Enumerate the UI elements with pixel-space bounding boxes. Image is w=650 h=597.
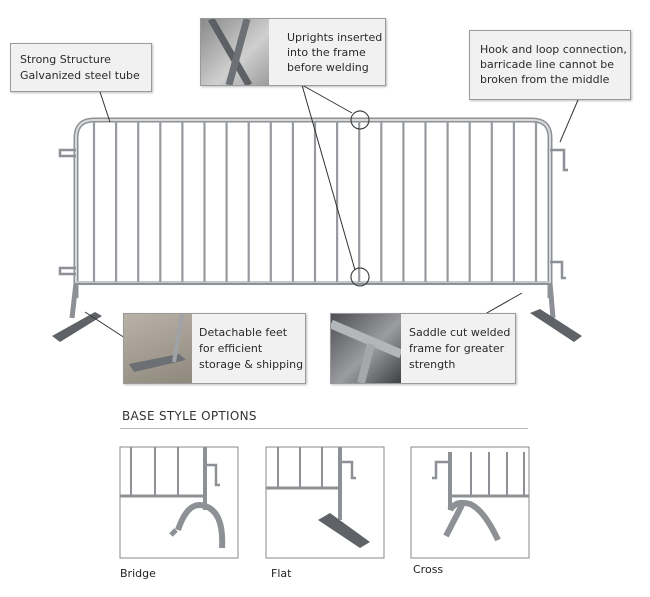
callout-saddle-cut-line1: Saddle cut welded (409, 326, 511, 339)
callout-hook-loop-line2: barricade line cannot be (480, 58, 615, 71)
callout-detachable-feet-line2: for efficient (199, 342, 263, 355)
callout-uprights-line2: into the frame (287, 46, 366, 59)
saddle-photo (331, 314, 401, 383)
right-foot (530, 309, 582, 342)
base-style-options-title: BASE STYLE OPTIONS (122, 409, 257, 423)
callout-saddle-cut-line2: frame for greater (409, 342, 505, 355)
callout-strong-structure-line1: Strong Structure (20, 53, 111, 66)
callout-strong-structure (10, 43, 152, 92)
uprights-photo (201, 19, 269, 85)
flat-base-drawing (266, 447, 384, 558)
callout-uprights (200, 18, 386, 86)
right-leg (550, 283, 553, 318)
frame-top-rail (76, 120, 550, 298)
right-hook-top (550, 150, 568, 170)
option-label-bridge: Bridge (120, 567, 156, 580)
left-leg (72, 283, 76, 318)
bridge-base-drawing (120, 447, 238, 558)
callout-detachable-feet-line1: Detachable feet (199, 326, 288, 339)
callout-detachable-feet (123, 313, 306, 384)
callout-hook-loop-line1: Hook and loop connection, (480, 43, 627, 56)
callout-detachable-feet-line3: storage & shipping (199, 358, 304, 371)
callout-saddle-cut-line3: strength (409, 358, 456, 371)
section-divider (120, 428, 528, 429)
leader-lines (85, 85, 578, 338)
callout-uprights-line1: Uprights inserted (287, 31, 383, 44)
callout-hook-loop (469, 30, 631, 100)
callout-saddle-cut (330, 313, 516, 384)
feet-photo (124, 314, 192, 383)
callout-strong-structure-line2: Galvanized steel tube (20, 69, 140, 82)
option-label-cross: Cross (413, 563, 444, 576)
callout-hook-loop-line3: broken from the middle (480, 73, 610, 86)
fence-uprights (94, 121, 536, 282)
left-foot (52, 312, 102, 342)
callout-uprights-line3: before welding (287, 61, 369, 74)
option-label-flat: Flat (271, 567, 292, 580)
main-barricade (52, 111, 582, 342)
cross-base-drawing (411, 447, 529, 558)
